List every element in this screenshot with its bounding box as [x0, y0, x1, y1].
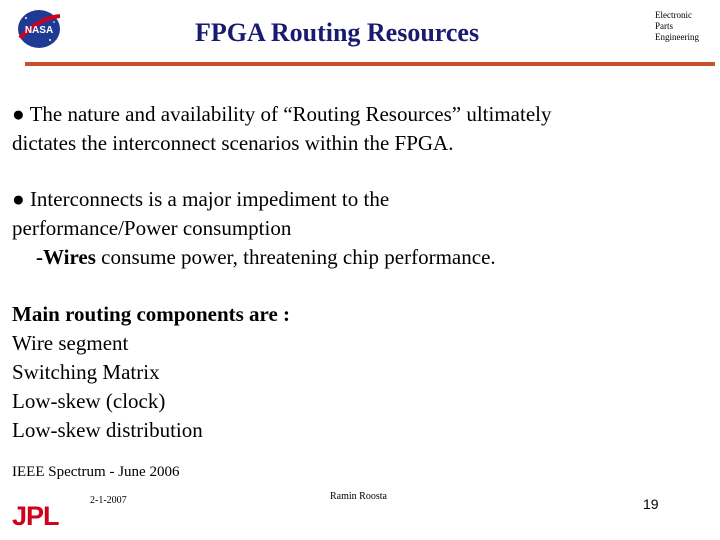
paragraph-line: performance/Power consumption	[12, 216, 292, 240]
jpl-logo	[12, 500, 62, 528]
paragraph-line	[12, 185, 712, 214]
paragraph-line	[12, 100, 712, 129]
nasa-logo-text: NASA	[24, 25, 54, 36]
footer-date: 2-1-2007	[90, 495, 127, 506]
list-heading	[12, 300, 712, 329]
source-citation: IEEE Spectrum - June 2006	[12, 464, 180, 480]
paragraph-interconnects	[12, 185, 712, 272]
paragraph-line: dictates the interconnect scenarios within the FPGA.	[12, 131, 454, 155]
jpl-logo-text: JPL	[12, 501, 59, 528]
paragraph-text: The nature and availability of “Routing Resources” ultimately	[29, 102, 552, 126]
wires-emphasis: -Wires	[36, 245, 96, 269]
list-item: Switching Matrix	[12, 360, 160, 384]
bullet: ●	[12, 187, 25, 211]
department-line: Parts	[655, 21, 673, 31]
slide-title: FPGA Routing Resources	[195, 18, 480, 47]
department-line: Engineering	[655, 32, 699, 42]
list-item: Low-skew (clock)	[12, 389, 166, 413]
paragraph-text: consume power, threatening chip performance.	[95, 245, 496, 269]
paragraph-text: Interconnects is a major impediment to the	[29, 187, 390, 211]
list-item: Wire segment	[12, 331, 129, 355]
paragraph-subline	[12, 243, 712, 272]
paragraph-routing-resources	[12, 100, 712, 158]
header-divider	[25, 62, 715, 66]
nasa-logo	[14, 8, 64, 50]
list-item: Low-skew distribution	[12, 418, 203, 442]
footer-author: Ramin Roosta	[330, 491, 387, 502]
department-line: Electronic	[655, 10, 692, 20]
page-number: 19	[643, 496, 659, 512]
department-label	[655, 10, 717, 43]
list-heading-text: Main routing components are :	[12, 302, 291, 326]
bullet: ●	[12, 102, 25, 126]
routing-components-list	[12, 300, 712, 445]
